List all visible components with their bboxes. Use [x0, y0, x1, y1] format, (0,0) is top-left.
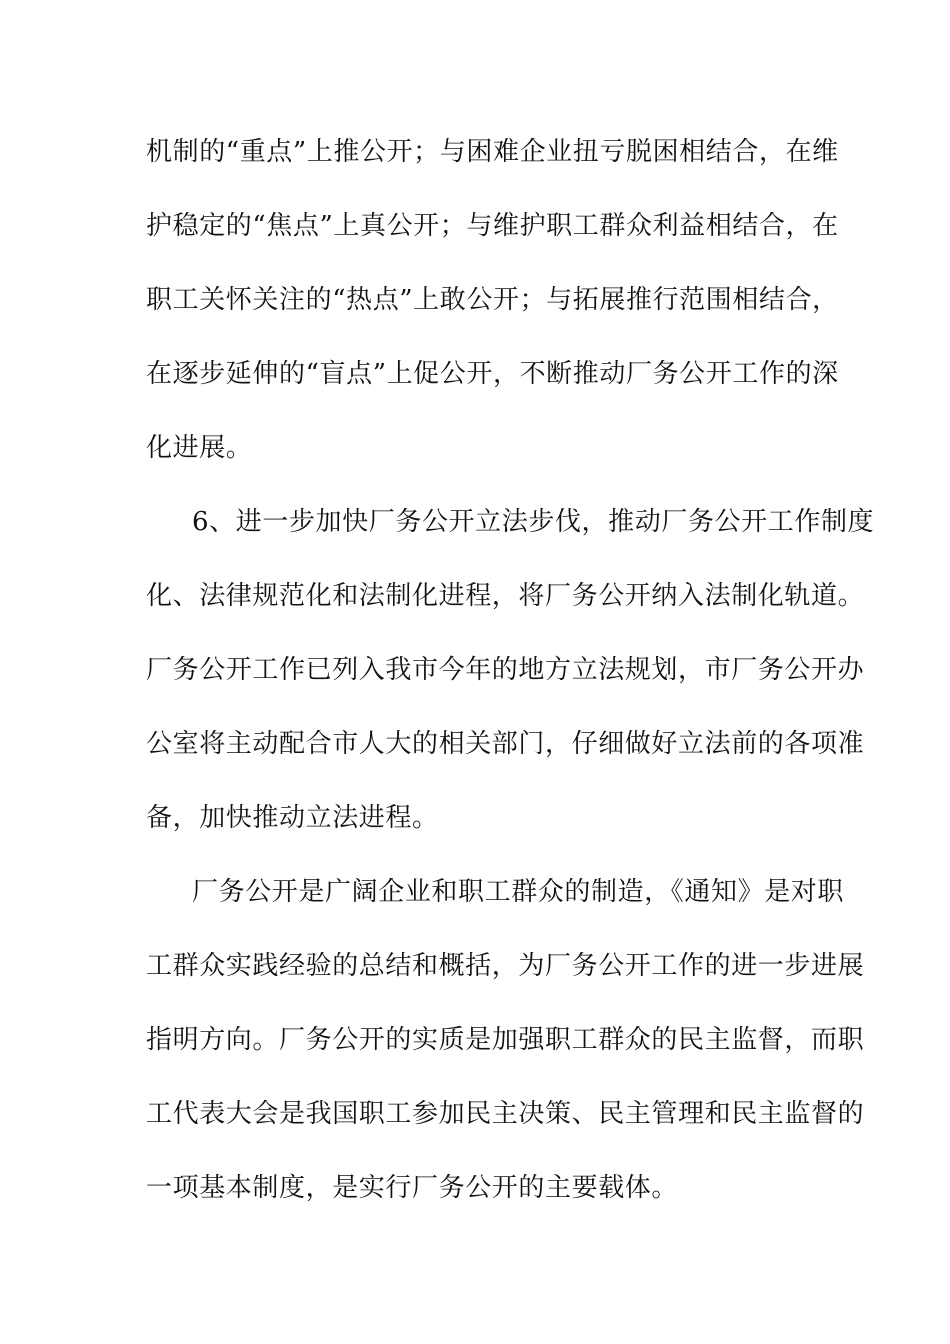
paragraph-2-line-1: 6、进一步加快厂务公开立法步伐，推动厂务公开工作制度 — [192, 507, 875, 537]
paragraph-2-line-5: 备，加快推动立法进程。 — [146, 803, 439, 833]
paragraph-1-line-1: 机制的“重点”上推公开；与困难企业扭亏脱困相结合，在维 — [146, 137, 839, 167]
paragraph-1-line-2: 护稳定的“焦点”上真公开；与维护职工群众利益相结合，在 — [146, 211, 839, 241]
paragraph-3-line-5: 一项基本制度，是实行厂务公开的主要载体。 — [146, 1173, 679, 1203]
document-body — [146, 128, 875, 1238]
paragraph-1-line-4: 在逐步延伸的“盲点”上促公开，不断推动厂务公开工作的深 — [146, 359, 839, 389]
paragraph-3-line-3: 指明方向。厂务公开的实质是加强职工群众的民主监督，而职 — [146, 1025, 865, 1055]
paragraph-2-line-3: 厂务公开工作已列入我市今年的地方立法规划，市厂务公开办 — [146, 655, 865, 685]
paragraph-1-line-3: 职工关怀关注的“热点”上敢公开；与拓展推行范围相结合， — [146, 285, 839, 315]
paragraph-3-line-2: 工群众实践经验的总结和概括，为厂务公开工作的进一步进展 — [146, 951, 865, 981]
paragraph-1-line-5: 化进展。 — [146, 433, 253, 463]
paragraph-2-line-2: 化、法律规范化和法制化进程，将厂务公开纳入法制化轨道。 — [146, 581, 865, 611]
paragraph-2-line-4: 公室将主动配合市人大的相关部门，仔细做好立法前的各项准 — [146, 729, 865, 759]
paragraph-3-line-1: 厂务公开是广阔企业和职工群众的制造，《通知》是对职 — [192, 877, 845, 907]
paragraph-3-line-4: 工代表大会是我国职工参加民主决策、民主管理和民主监督的 — [146, 1099, 865, 1129]
